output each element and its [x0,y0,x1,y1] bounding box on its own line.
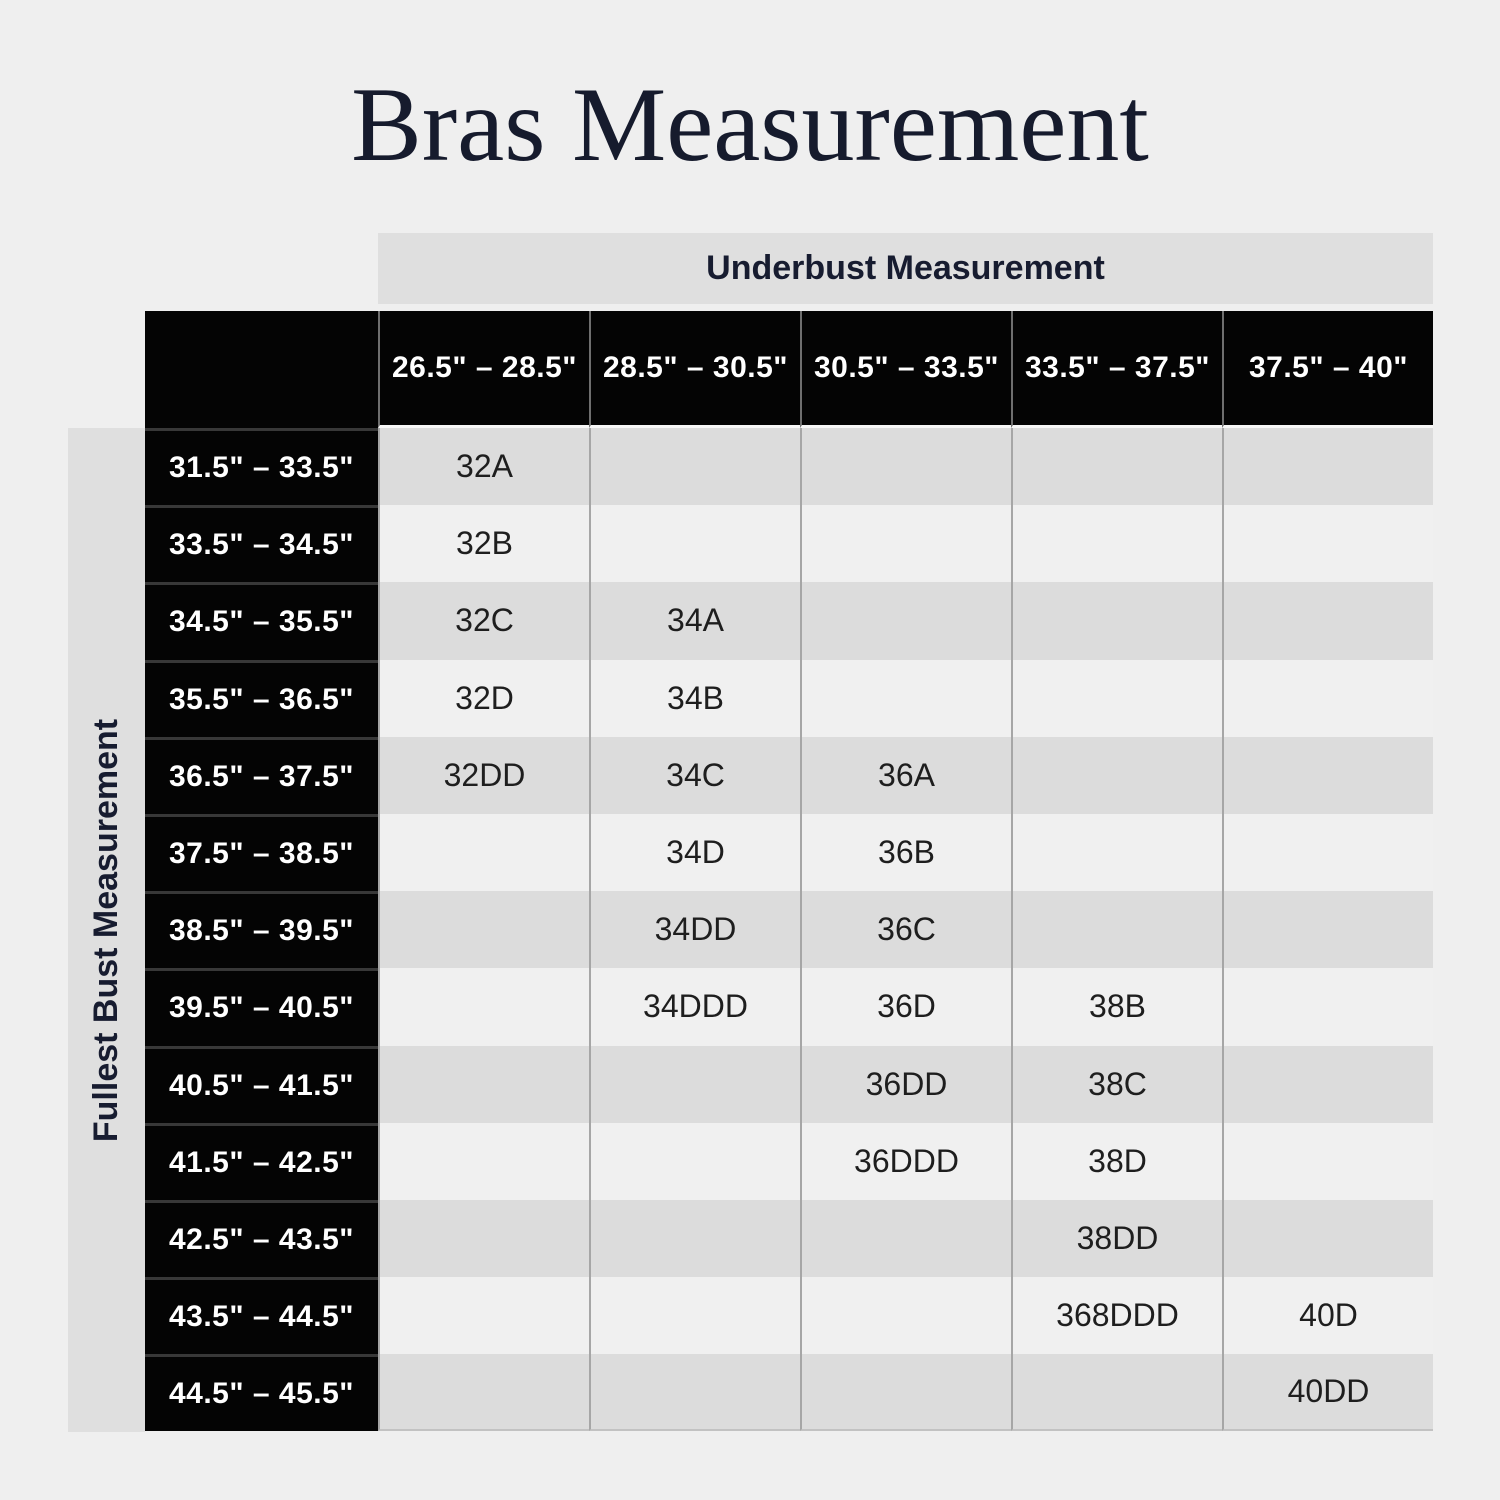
row-header-cell: 43.5" – 44.5" [145,1277,378,1354]
size-cell: 32B [378,505,589,582]
size-cell: 368DDD [1011,1277,1222,1354]
size-cell: 38D [1011,1123,1222,1200]
size-cell: 34DDD [589,968,800,1045]
size-cell: 32DD [378,737,589,814]
row-header-cell: 37.5" – 38.5" [145,814,378,891]
size-cell: 32C [378,582,589,659]
row-header-cell: 39.5" – 40.5" [145,968,378,1045]
size-cell [589,1200,800,1277]
size-cell [800,1200,1011,1277]
row-header-cell: 33.5" – 34.5" [145,505,378,582]
row-header-cell: 40.5" – 41.5" [145,1046,378,1123]
row-header-cell: 31.5" – 33.5" [145,428,378,505]
size-cell: 38C [1011,1046,1222,1123]
row-header-cell: 38.5" – 39.5" [145,891,378,968]
size-cell [800,505,1011,582]
size-table [145,311,1433,1431]
size-cell [378,814,589,891]
column-header-cell: 30.5" – 33.5" [800,311,1011,428]
size-cell [800,1277,1011,1354]
size-cell [1222,1200,1433,1277]
size-cell [589,505,800,582]
size-cell [589,1277,800,1354]
underbust-axis-label: Underbust Measurement [706,249,1105,287]
row-header-cell: 35.5" – 36.5" [145,660,378,737]
size-cell: 34D [589,814,800,891]
size-cell: 36DDD [800,1123,1011,1200]
size-cell [378,1123,589,1200]
size-cell [1222,891,1433,968]
column-header-cell: 37.5" – 40" [1222,311,1433,428]
size-cell [800,428,1011,505]
size-cell [1222,582,1433,659]
row-header-cell: 44.5" – 45.5" [145,1354,378,1431]
size-cell [1011,428,1222,505]
size-cell [378,1277,589,1354]
size-cell: 36D [800,968,1011,1045]
size-cell [589,1123,800,1200]
size-cell [378,1354,589,1431]
size-cell [1011,582,1222,659]
size-cell [1222,660,1433,737]
page-title: Bras Measurement [351,66,1149,183]
size-cell [1011,505,1222,582]
size-cell: 34DD [589,891,800,968]
size-cell: 40D [1222,1277,1433,1354]
size-cell: 40DD [1222,1354,1433,1431]
size-cell [800,582,1011,659]
column-header-cell: 26.5" – 28.5" [378,311,589,428]
size-cell: 34B [589,660,800,737]
fullest-bust-axis-band [68,428,145,1432]
size-cell: 36A [800,737,1011,814]
size-cell [378,968,589,1045]
size-cell: 36DD [800,1046,1011,1123]
size-cell: 34C [589,737,800,814]
size-cell [1222,428,1433,505]
column-header-cell: 33.5" – 37.5" [1011,311,1222,428]
size-cell: 34A [589,582,800,659]
size-cell [800,660,1011,737]
size-cell: 36C [800,891,1011,968]
row-header-cell: 34.5" – 35.5" [145,582,378,659]
size-cell [1222,1123,1433,1200]
underbust-axis-band [378,233,1433,304]
size-cell [1222,814,1433,891]
fullest-bust-axis-label: Fullest Bust Measurement [87,718,125,1142]
size-cell [1222,968,1433,1045]
size-cell: 38DD [1011,1200,1222,1277]
row-header-cell: 41.5" – 42.5" [145,1123,378,1200]
row-header-cell: 42.5" – 43.5" [145,1200,378,1277]
size-cell [1011,814,1222,891]
size-cell [1011,660,1222,737]
size-cell [378,1046,589,1123]
size-cell: 32A [378,428,589,505]
size-cell [800,1354,1011,1431]
size-cell [1222,505,1433,582]
size-cell [589,1354,800,1431]
corner-cell [145,311,378,428]
row-header-cell: 36.5" – 37.5" [145,737,378,814]
size-cell [1011,737,1222,814]
size-cell [378,1200,589,1277]
size-cell: 32D [378,660,589,737]
size-cell [589,428,800,505]
size-cell [378,891,589,968]
size-cell [589,1046,800,1123]
size-cell: 38B [1011,968,1222,1045]
size-cell: 36B [800,814,1011,891]
column-header-cell: 28.5" – 30.5" [589,311,800,428]
size-cell [1222,737,1433,814]
size-cell [1011,1354,1222,1431]
size-cell [1011,891,1222,968]
size-cell [1222,1046,1433,1123]
